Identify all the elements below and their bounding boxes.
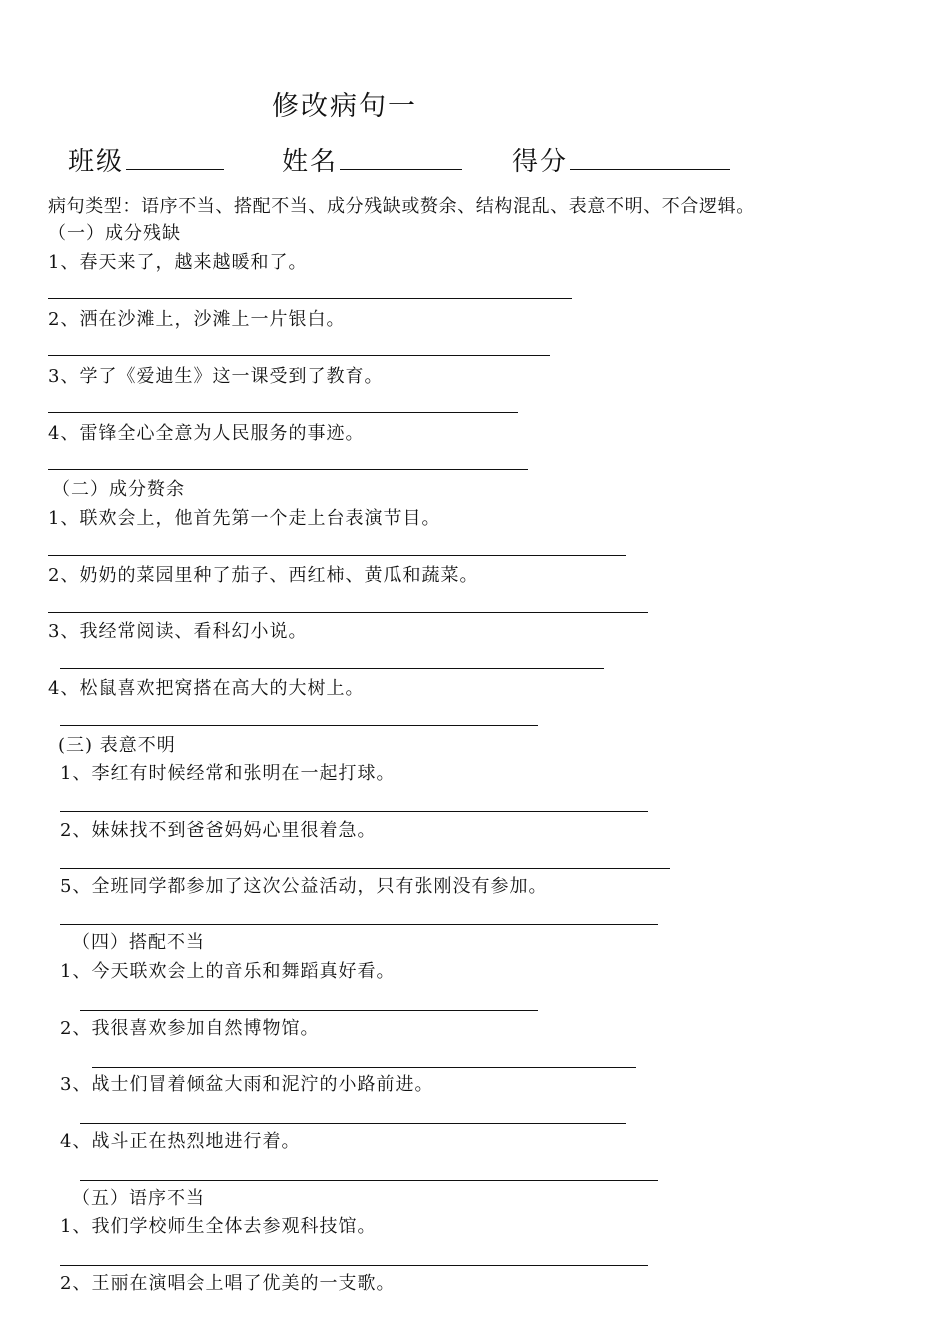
answer-line[interactable]: [48, 555, 626, 556]
question-text: 3、我经常阅读、看科幻小说。: [48, 621, 308, 642]
question-text: 2、奶奶的菜园里种了茄子、西红柿、黄瓜和蔬菜。: [48, 565, 479, 586]
header-score: [512, 146, 730, 178]
question-text: 2、我很喜欢参加自然博物馆。: [60, 1018, 320, 1039]
section-heading: （五）语序不当: [72, 1188, 205, 1209]
answer-line[interactable]: [80, 1180, 658, 1181]
section-heading: (三) 表意不明: [58, 735, 176, 756]
question-text: 1、联欢会上，他首先第一个走上台表演节目。: [48, 508, 441, 529]
question-text: 3、战士们冒着倾盆大雨和泥泞的小路前进。: [60, 1074, 434, 1095]
question-text: 1、春天来了，越来越暖和了。: [48, 252, 308, 273]
error-types-line: 病句类型：语序不当、搭配不当、成分残缺或赘余、结构混乱、表意不明、不合逻辑。: [48, 196, 755, 217]
header-name: [282, 146, 462, 178]
answer-line[interactable]: [60, 811, 648, 812]
name-label: 姓名: [282, 147, 339, 177]
answer-line[interactable]: [60, 725, 538, 726]
answer-line[interactable]: [80, 1010, 538, 1011]
answer-line[interactable]: [48, 355, 550, 356]
question-text: 4、战斗正在热烈地进行着。: [60, 1131, 301, 1152]
question-text: 1、我们学校师生全体去参观科技馆。: [60, 1216, 377, 1237]
question-text: 5、全班同学都参加了这次公益活动，只有张刚没有参加。: [60, 876, 548, 897]
answer-line[interactable]: [60, 924, 658, 925]
answer-line[interactable]: [48, 412, 518, 413]
section-heading: （一）成分残缺: [48, 223, 181, 244]
answer-line[interactable]: [80, 1123, 626, 1124]
name-blank[interactable]: [340, 147, 462, 170]
question-text: 3、学了《爱迪生》这一课受到了教育。: [48, 366, 384, 387]
page-title: 修改病句一: [272, 91, 417, 122]
answer-line[interactable]: [60, 668, 604, 669]
answer-line[interactable]: [48, 298, 572, 299]
answer-line[interactable]: [48, 469, 528, 470]
class-blank[interactable]: [126, 147, 224, 170]
question-text: 2、王丽在演唱会上唱了优美的一支歌。: [60, 1273, 396, 1294]
section-heading: （四）搭配不当: [72, 932, 205, 953]
answer-line[interactable]: [48, 612, 648, 613]
answer-line[interactable]: [92, 1067, 636, 1068]
question-text: 4、松鼠喜欢把窝搭在高大的大树上。: [48, 678, 365, 699]
answer-line[interactable]: [60, 868, 670, 869]
question-text: 1、李红有时候经常和张明在一起打球。: [60, 763, 396, 784]
section-heading: （二）成分赘余: [52, 479, 185, 500]
class-label: 班级: [68, 147, 125, 177]
score-blank[interactable]: [570, 147, 730, 170]
question-text: 2、洒在沙滩上，沙滩上一片银白。: [48, 309, 346, 330]
score-label: 得分: [512, 147, 569, 177]
question-text: 4、雷锋全心全意为人民服务的事迹。: [48, 423, 365, 444]
question-text: 2、妹妹找不到爸爸妈妈心里很着急。: [60, 820, 377, 841]
header-class: [68, 146, 224, 178]
answer-line[interactable]: [60, 1265, 648, 1266]
question-text: 1、今天联欢会上的音乐和舞蹈真好看。: [60, 961, 396, 982]
